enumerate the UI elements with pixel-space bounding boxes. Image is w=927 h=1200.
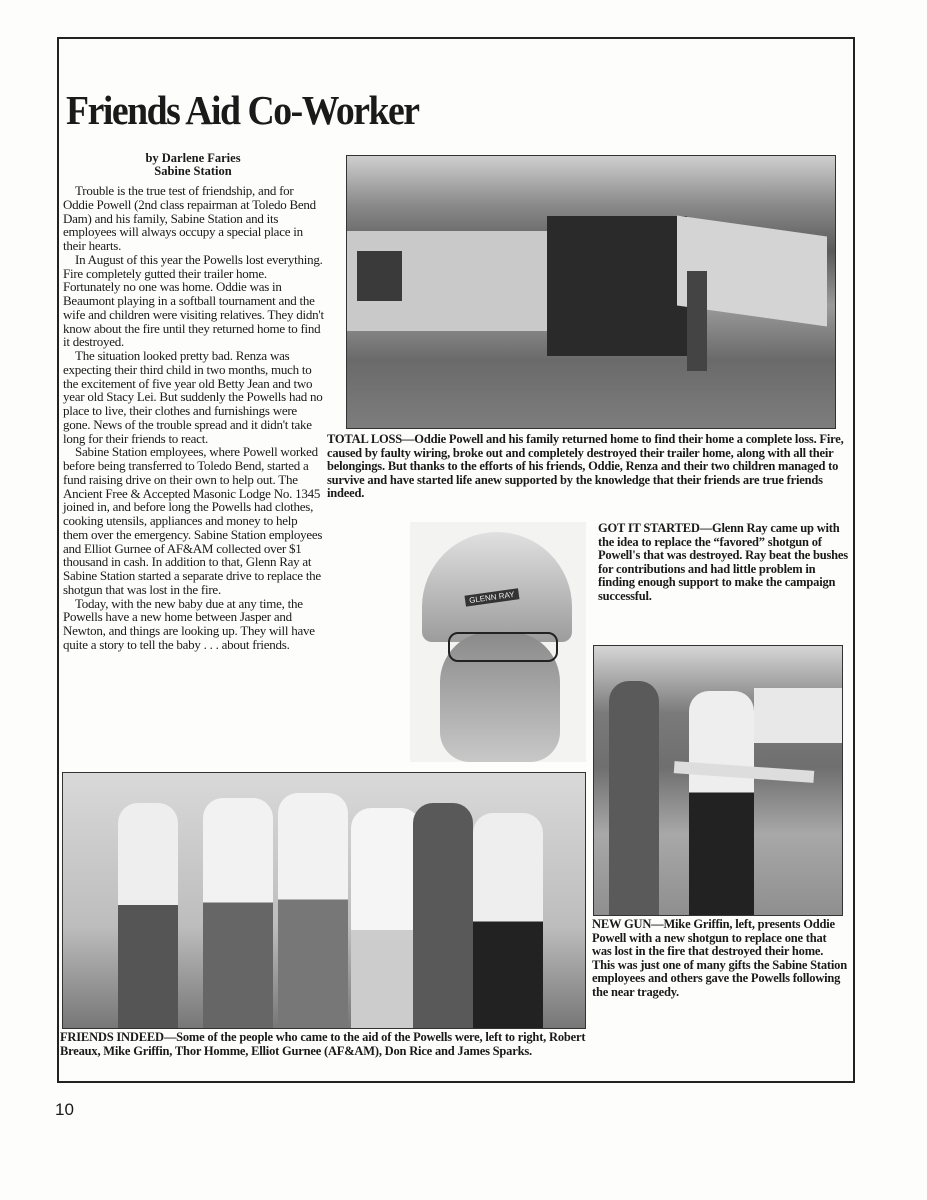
paragraph: The situation looked pretty bad. Renza was expecting their third child in two months, much to the excitement of five year old Betty Jean and two year old Stacy Lei. But suddenly the Powells had no place to live, their clothes and furnishings were gone. News of the trouble spread and it didn't take long for their friends to react. <box>63 348 323 446</box>
caption-got-it-started: GOT IT STARTED—Glenn Ray came up with the idea to replace the “favored” shotgun of Powell's that was destroyed. Ray beat the bushes for contributions and had little problem in finding enough support to make the campaign successful. <box>598 521 848 603</box>
paragraph: Today, with the new baby due at any time, the Powells have a new home between Jasper and Newton, and things are looking up. They will have quite a story to tell the baby . . . about friends. <box>63 595 315 652</box>
byline-author: by Darlene Faries <box>145 151 241 165</box>
caption-total-loss: TOTAL LOSS—Oddie Powell and his family returned home to find their home a complete loss. Fire, caused by faulty wiring, broke out and completely destroyed their trailer home, along with all their belongings. But thanks to the efforts of his friends, Oddie, Renza and their two children managed to survive and have started life anew supported by the knowledge that their friends are true friends indeed. <box>327 432 844 501</box>
caption-friends-indeed: FRIENDS INDEED—Some of the people who came to the aid of the Powells were, left to right, Robert Breaux, Mike Griffin, Thor Homme, Elliot Gurnee (AF&AM), Don Rice and James Sparks. <box>60 1030 586 1058</box>
photo-friends-group <box>62 772 586 1029</box>
photo-burned-trailer <box>346 155 836 429</box>
photo-glenn-ray <box>410 522 586 762</box>
byline <box>63 152 323 178</box>
article-title: Friends Aid Co-Worker <box>66 87 419 133</box>
paragraph: Trouble is the true test of friendship, and for Oddie Powell (2nd class repairman at Toledo Bend Dam) and his family, Sabine Station and its employees will always occupy a special place in their hearts. <box>63 183 316 253</box>
paragraph: In August of this year the Powells lost everything. Fire completely gutted their trailer home. Fortunately no one was home. Oddie was in Beaumont playing in a softball tournament and the wife and children were visiting relatives. They didn't know about the fire until they returned home to find it destroyed. <box>63 251 324 350</box>
hard-hat-label: GLENN RAY <box>464 588 519 606</box>
article-body <box>63 184 325 652</box>
page-number: 10 <box>55 1100 74 1119</box>
paragraph: Sabine Station employees, where Powell worked before being transferred to Toledo Bend, started a fund raising drive on their own to help out. The Ancient Free & Accepted Masonic Lodge No. 1345 joined in, and before long the Powells had clothes, cooking utensils, appliances and money to help them over the emergency. Sabine Station employees and Elliot Gurnee of AF&AM collected over $1 thousand in cash. In addition to that, Glenn Ray at Sabine Station started a separate drive to replace the shotgun that was lost in the fire. <box>63 444 323 597</box>
caption-new-gun: NEW GUN—Mike Griffin, left, presents Oddie Powell with a new shotgun to replace one that was lost in the fire that destroyed their home. This was just one of many gifts the Sabine Station employees and others gave the Powells following the near tragedy. <box>592 917 847 999</box>
photo-new-gun <box>593 645 843 916</box>
byline-location: Sabine Station <box>154 164 232 178</box>
